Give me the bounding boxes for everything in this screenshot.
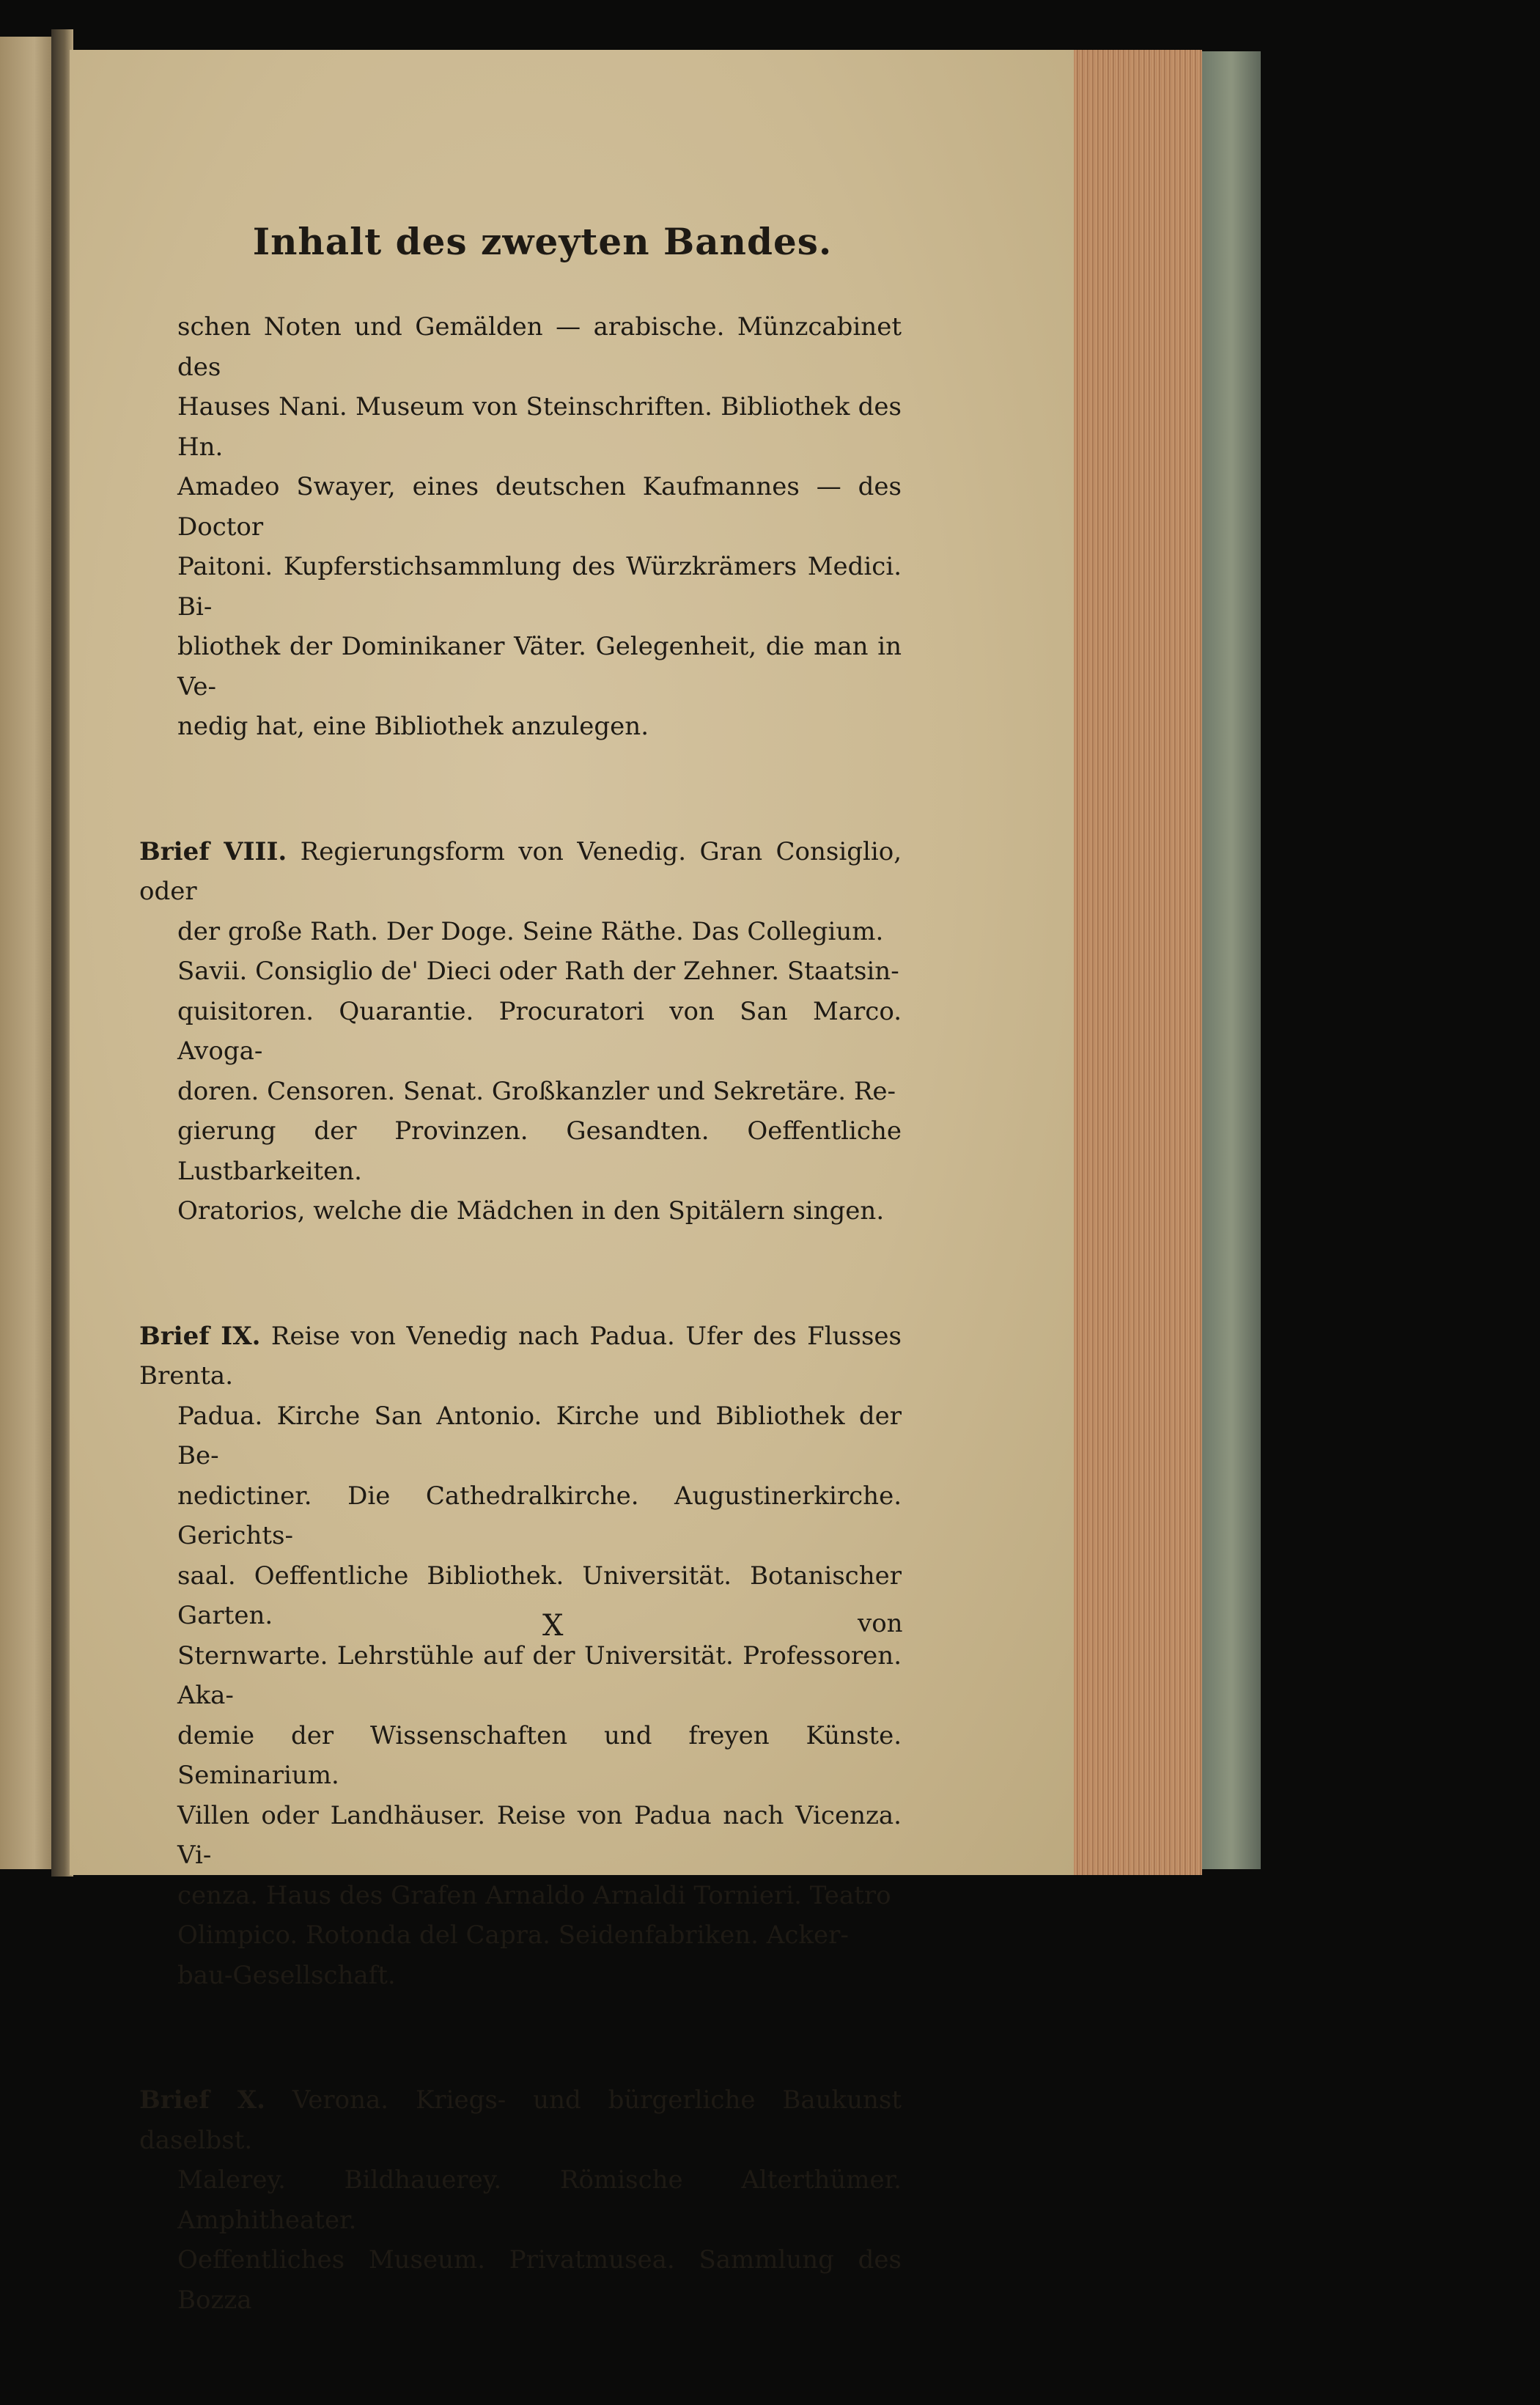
text-line: Oeffentliches Museum. Privatmusea. Sammlung des Bozza xyxy=(177,2245,902,2315)
text-line: nedictiner. Die Cathedralkirche. Augustinerkirche. Gerichts- xyxy=(177,1481,902,1550)
text-line: saal. Oeffentliche Bibliothek. Universität. Botanischer Garten. xyxy=(177,1561,902,1630)
book-cover-edge xyxy=(1202,51,1261,1869)
text-line xyxy=(139,1316,902,1396)
page-content xyxy=(139,220,902,2405)
brief-label: Brief VIII. xyxy=(139,836,287,866)
brief-label: Brief X. xyxy=(139,2085,265,2115)
text-line: demie der Wissenschaften und freyen Künste. Seminarium. xyxy=(177,1720,902,1790)
text-line: Villen oder Landhäuser. Reise von Padua nach Vicenza. Vi- xyxy=(177,1800,902,1870)
text-line xyxy=(139,2080,902,2160)
text-line: Hauses Nani. Museum von Steinschriften. Bibliothek des Hn. xyxy=(177,392,902,462)
brief-label: Brief IX. xyxy=(139,1321,261,1351)
text-line: cenza. Haus des Grafen Arnaldo Arnaldi Tornieri. Teatro xyxy=(177,1880,891,1910)
page-edges xyxy=(1074,50,1202,1875)
brief-ix-entry xyxy=(139,1316,902,1996)
continued-paragraph xyxy=(139,307,902,747)
signature-mark: X xyxy=(542,1609,564,1643)
text-line: Amadeo Swayer, eines deutschen Kaufmannes — des Doctor xyxy=(177,472,902,542)
text-line: Padua. Kirche San Antonio. Kirche und Bibliothek der Be- xyxy=(177,1401,902,1470)
text-line: bau-Gesellschaft. xyxy=(177,1960,396,1990)
text-line: Malerey. Bildhauerey. Römische Alterthümer. Amphitheater. xyxy=(177,2165,902,2235)
text-line: doren. Censoren. Senat. Großkanzler und Sekretäre. Re- xyxy=(177,1076,896,1106)
text-line: quisitoren. Quarantie. Procuratori von San Marco. Avoga- xyxy=(177,996,902,1066)
text-line-body: Reise von Venedig nach Padua. Ufer des Flusses Brenta. xyxy=(139,1321,902,1391)
text-line: schen Noten und Gemälden — arabische. Münzcabinet des xyxy=(177,312,902,382)
text-line: Olimpico. Rotonda del Capra. Seidenfabriken. Acker- xyxy=(177,1920,849,1950)
brief-x-entry xyxy=(139,2080,902,2320)
left-page-sliver xyxy=(0,37,57,1869)
catchword: von xyxy=(858,1609,903,1638)
brief-viii-entry xyxy=(139,832,902,1231)
text-line-body: Verona. Kriegs- und bürgerliche Baukunst daselbst. xyxy=(139,2085,902,2155)
text-line: Sternwarte. Lehrstühle auf der Universität. Professoren. Aka- xyxy=(177,1640,902,1710)
running-head: Inhalt des zweyten Bandes. xyxy=(252,220,833,263)
text-line: der große Rath. Der Doge. Seine Räthe. Das Collegium. xyxy=(177,916,884,946)
text-line: Oratorios, welche die Mädchen in den Spitälern singen. xyxy=(177,1196,885,1226)
text-line: bliothek der Dominikaner Väter. Gelegenheit, die man in Ve- xyxy=(177,632,902,701)
text-line: Paitoni. Kupferstichsammlung des Würzkrämers Medici. Bi- xyxy=(177,552,902,622)
text-line: gierung der Provinzen. Gesandten. Oeffentliche Lustbarkeiten. xyxy=(177,1116,902,1186)
text-line-body: Regierungsform von Venedig. Gran Consiglio, oder xyxy=(139,836,902,906)
text-line: nedig hat, eine Bibliothek anzulegen. xyxy=(177,712,649,741)
text-line xyxy=(139,832,902,912)
text-line: Savii. Consiglio de' Dieci oder Rath der Zehner. Staatsin- xyxy=(177,957,899,986)
